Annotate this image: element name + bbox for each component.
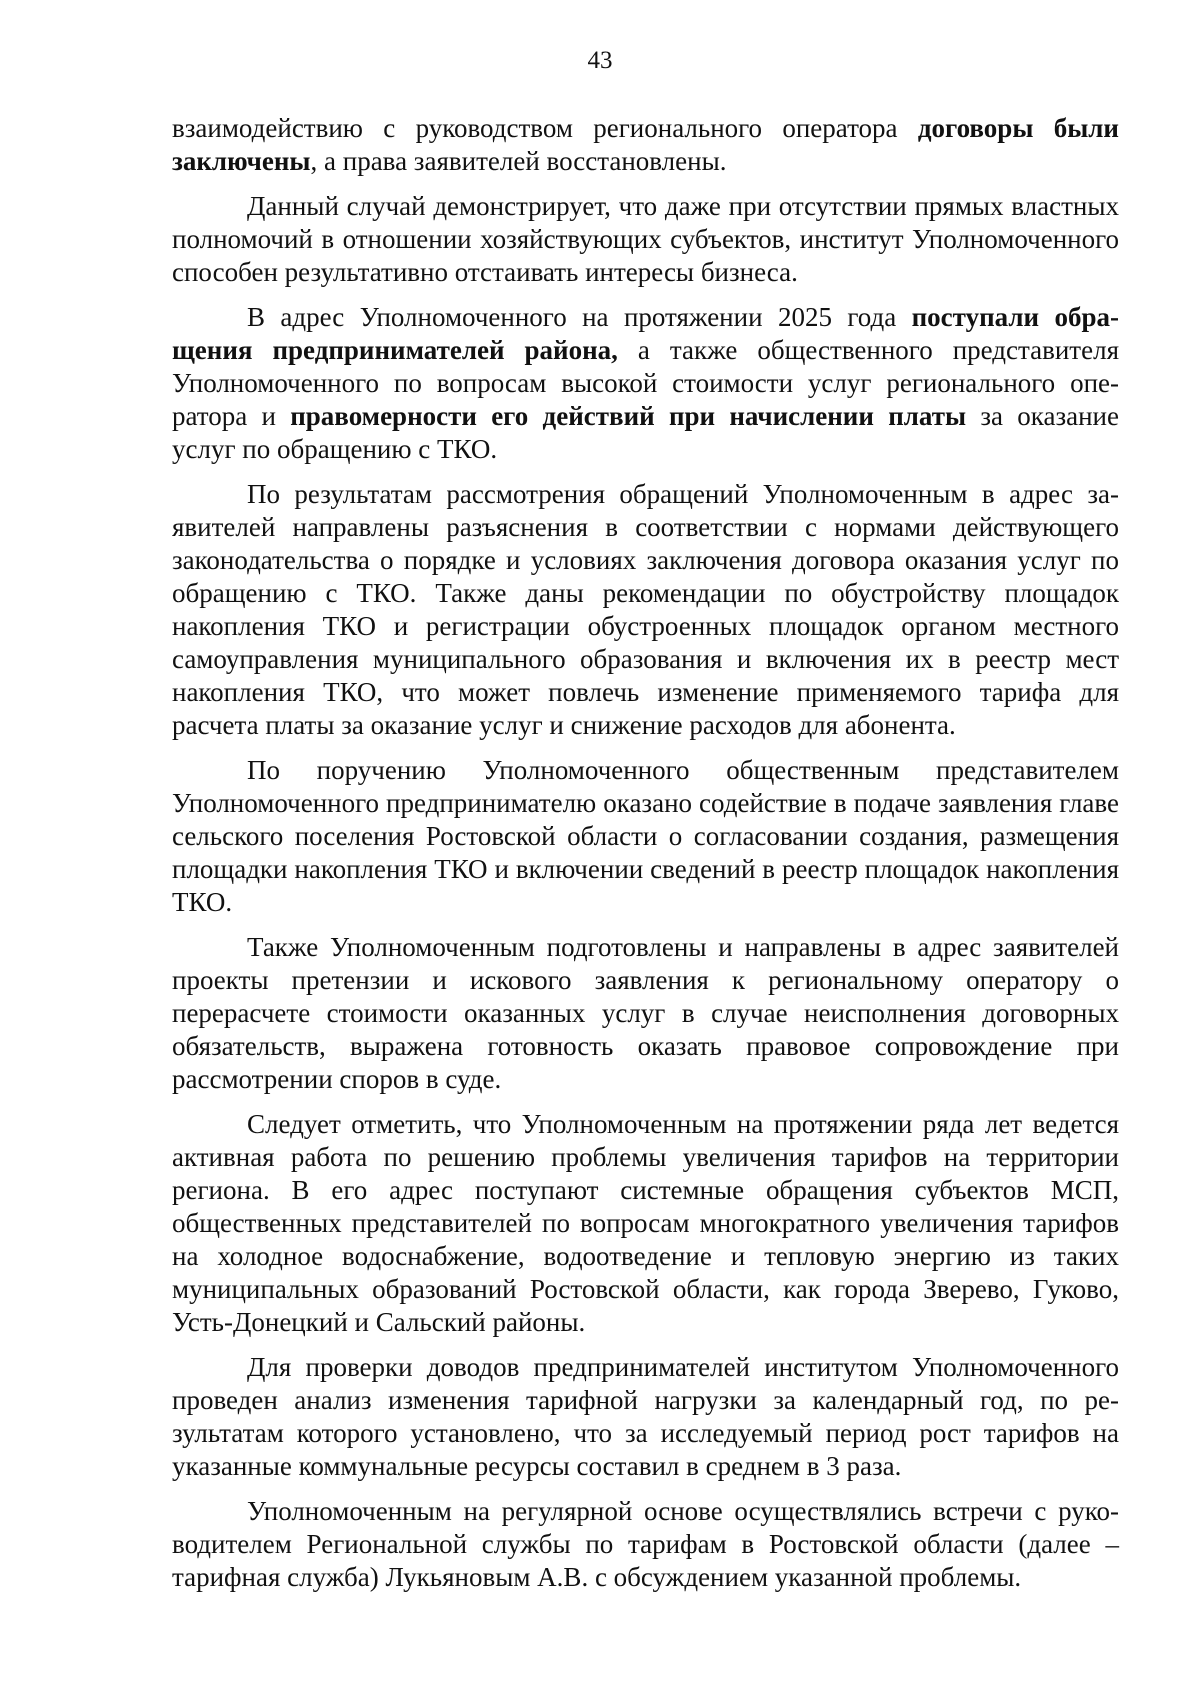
text-segment: за оказание услуг по обращению с ТКО. — [172, 401, 1119, 464]
text-segment: , а права заявителей восстановлены. — [310, 146, 727, 176]
text-segment: Следует отметить, что Уполномоченным на протяжении ряда лет ведется активная работа по решению проблемы увеличения тарифов на территории региона. В его адрес поступают системные обращения субъектов МСП, общественных представителей по вопросам многократного увеличения тарифов на холодное водоснабжение, водоотведение и тепловую энергию из таких муниципальных образований Ростовской области, как города Зверево, Гуково, Усть-Донецкий и Сальский районы. — [172, 1109, 1119, 1337]
paragraph — [172, 931, 1119, 1096]
document-body — [172, 112, 1119, 1594]
text-segment: Также Уполномоченным подготовлены и направлены в адрес заявителей проекты претензии и искового заявления к региональному оператору о перерасчете стоимости оказанных услуг в случае неисполнения договорных обязательств, выражена готовность оказать правовое сопровождение при рассмотрении споров в суде. — [172, 932, 1119, 1094]
paragraph — [172, 1495, 1119, 1594]
text-segment: По поручению Уполномоченного общественным представителем Уполномоченного предпринимателю оказано содействие в подаче заявления главе сельского поселения Ростовской области о согласовании создания, размещения площадки накопления ТКО и включении сведений в реестр площадок накопления ТКО. — [172, 755, 1119, 917]
paragraph — [172, 190, 1119, 289]
paragraph — [172, 1351, 1119, 1483]
text-segment: а также общественного представителя Уполномоченного по вопросам высокой стоимости услуг регионального оператора и — [172, 335, 1119, 431]
bold-text-segment: правомерности его действий при начислении платы — [290, 401, 967, 431]
paragraph — [172, 478, 1119, 742]
page-number: 43 — [587, 47, 613, 74]
bold-text-segment: поступали обращения предпринимателей района, — [172, 302, 1119, 365]
text-segment: Уполномоченным на регулярной основе осуществлялись встречи с руководителем Региональной службы по тарифам в Ростовской области (далее – тарифная служба) Лукьяновым А.В. с обсуждением указанной проблемы. — [172, 1496, 1119, 1592]
paragraph — [172, 1108, 1119, 1339]
text-segment: В адрес Уполномоченного на протяжении 2025 года — [247, 302, 912, 332]
bold-text-segment: договоры были заключены — [172, 113, 1119, 176]
paragraph — [172, 301, 1119, 466]
text-segment: По результатам рассмотрения обращений Уполномоченным в адрес заявителей направлены разъяснения в соответствии с нормами действующего законодательства о порядке и условиях заключения договора оказания услуг по обращению с ТКО. Также даны рекомендации по обустройству площадок накопления ТКО и регистрации обустроенных площадок органом местного самоуправления муниципального образования и включения их в реестр мест накопления ТКО, что может повлечь изменение применяемого тарифа для расчета платы за оказание услуг и снижение расходов для абонента. — [172, 479, 1119, 740]
paragraph — [172, 754, 1119, 919]
text-segment: взаимодействию с руководством регионального оператора — [172, 113, 918, 143]
text-segment: Для проверки доводов предпринимателей институтом Уполномоченного проведен анализ изменения тарифной нагрузки за календарный год, по результатам которого установлено, что за исследуемый период рост тарифов на указанные коммунальные ресурсы составил в среднем в 3 раза. — [172, 1352, 1119, 1481]
paragraph — [172, 112, 1119, 178]
text-segment: Данный случай демонстрирует, что даже при отсутствии прямых властных полномочий в отношении хозяйствующих субъектов, институт Уполномоченного способен результативно отстаивать интересы бизнеса. — [172, 191, 1119, 287]
